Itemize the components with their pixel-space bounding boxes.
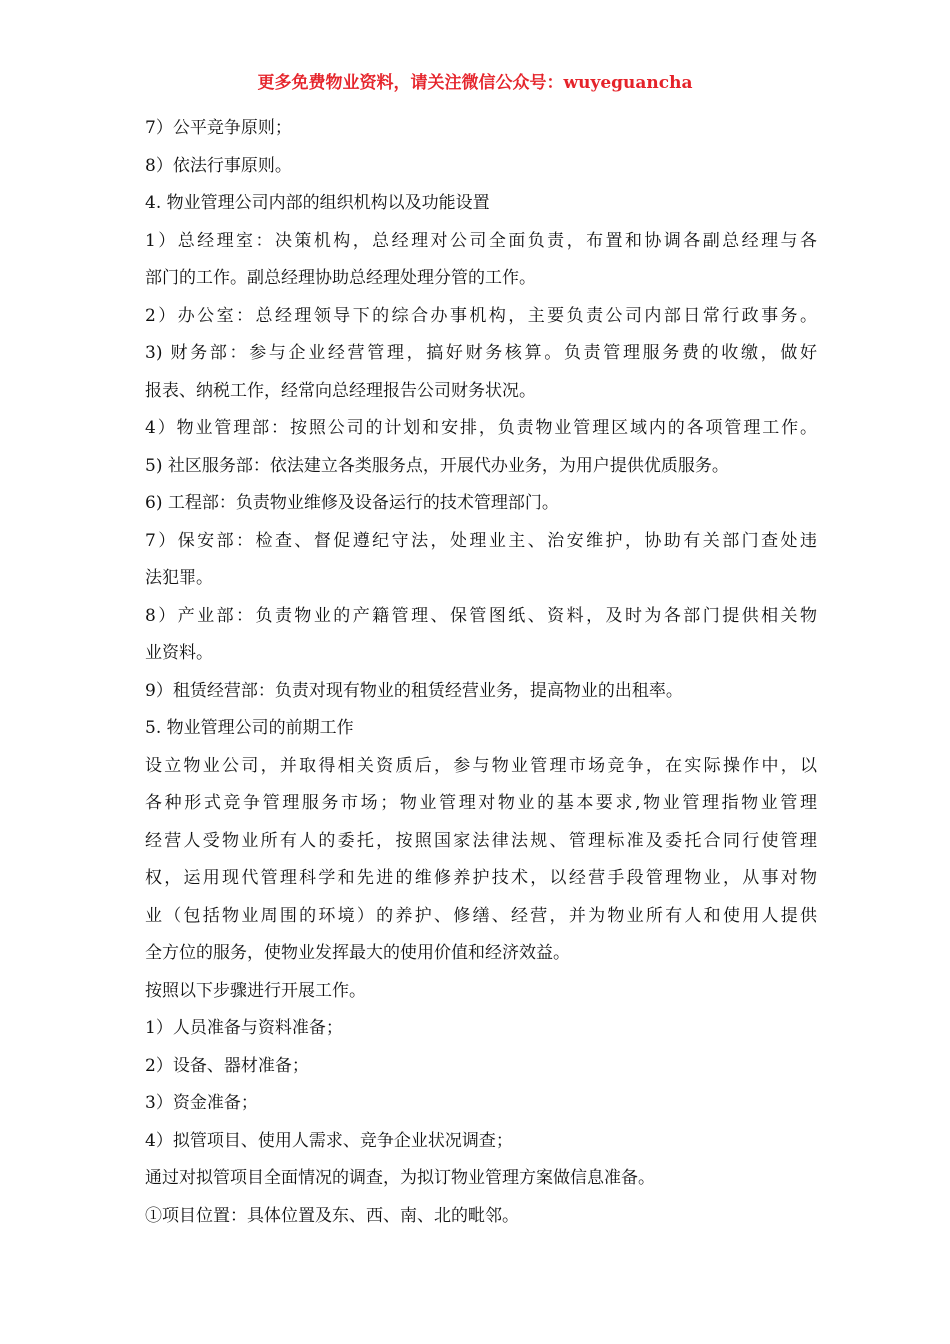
text-line: 6) 工程部：负责物业维修及设备运行的技术管理部门。 (145, 493, 559, 513)
text-line: 3）资金准备； (145, 1093, 258, 1113)
text-line: 报表、纳税工作，经常向总经理报告公司财务状况。 (145, 380, 536, 401)
text-line: 法犯罪。 (145, 568, 213, 588)
text-line: 8）产业部：负责物业的产籍管理、保管图纸、资料，及时为各部门提供相关物 (145, 605, 817, 626)
promo-header: 更多免费物业资料，请关注微信公众号：wuyeguancha (257, 73, 693, 93)
text-line: 7）保安部：检查、督促遵纪守法，处理业主、治安维护，协助有关部门查处违 (145, 530, 817, 551)
text-line: 5) 社区服务部：依法建立各类服务点，开展代办业务，为用户提供优质服务。 (145, 455, 729, 476)
text-line: 3) 财务部：参与企业经营管理，搞好财务核算。负责管理服务费的收缴，做好 (145, 343, 817, 363)
text-line: 7）公平竞争原则； (145, 118, 292, 138)
text-line: 全方位的服务，使物业发挥最大的使用价值和经济效益。 (145, 943, 570, 963)
text-line: 各种形式竞争管理服务市场；物业管理对物业的基本要求,物业管理指物业管理 (145, 793, 817, 813)
text-line: 9）租赁经营部：负责对现有物业的租赁经营业务，提高物业的出租率。 (145, 680, 683, 701)
text-line: 1）人员准备与资料准备； (145, 1018, 343, 1038)
text-line: 1）总经理室：决策机构，总经理对公司全面负责，布置和协调各副总经理与各 (145, 230, 817, 251)
text-line: 权，运用现代管理科学和先进的维修养护技术，以经营手段管理物业，从事对物 (145, 868, 817, 888)
text-line: 业资料。 (145, 643, 213, 663)
text-line: 5. 物业管理公司的前期工作 (145, 718, 354, 738)
text-line: 4）物业管理部：按照公司的计划和安排，负责物业管理区域内的各项管理工作。 (145, 418, 817, 438)
text-line: 通过对拟管项目全面情况的调查，为拟订物业管理方案做信息准备。 (145, 1168, 655, 1188)
text-line: 业（包括物业周围的环境）的养护、修缮、经营，并为物业所有人和使用人提供 (145, 905, 817, 926)
text-line: 2）办公室：总经理领导下的综合办事机构，主要负责公司内部日常行政事务。 (145, 305, 817, 326)
text-line: 2）设备、器材准备； (145, 1055, 309, 1076)
text-line: 8）依法行事原则。 (145, 155, 292, 176)
text-line: 经营人受物业所有人的委托，按照国家法律法规、管理标准及委托合同行使管理 (145, 830, 817, 851)
text-line: 设立物业公司，并取得相关资质后，参与物业管理市场竞争，在实际操作中，以 (145, 755, 817, 776)
text-line: ①项目位置：具体位置及东、西、南、北的毗邻。 (145, 1205, 519, 1226)
text-line: 部门的工作。副总经理协助总经理处理分管的工作。 (145, 268, 536, 288)
text-line: 按照以下步骤进行开展工作。 (145, 980, 366, 1001)
text-line: 4. 物业管理公司内部的组织机构以及功能设置 (145, 193, 490, 213)
text-line: 4）拟管项目、使用人需求、竞争企业状况调查； (145, 1130, 513, 1151)
document-body (145, 110, 817, 1235)
